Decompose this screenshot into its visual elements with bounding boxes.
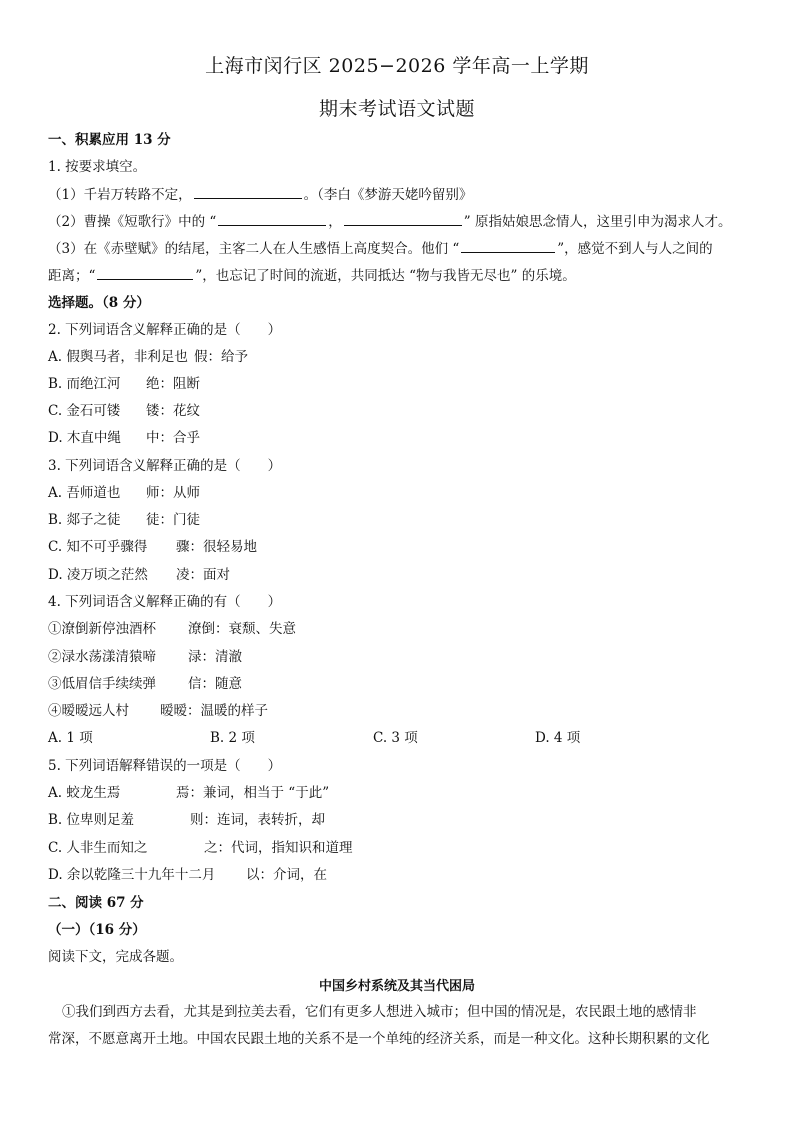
answer-blank[interactable] [218,213,326,226]
q4-choices [48,729,748,747]
option-gloss: 师：从师 [146,485,200,501]
question-5-stem: 5. 下列词语解释错误的一项是（ ） [48,758,282,774]
item-gloss: 渌：清澈 [188,649,242,665]
section-heading-2: 二、阅读 67 分 [48,895,144,911]
option-gloss: 以：介词，在 [246,867,327,883]
option-gloss: 凌：面对 [176,567,230,583]
q1-3-text-a: （3）在《赤壁赋》的结尾，主客二人在人生感悟上高度契合。他们 “ [48,241,460,257]
item-label: ②渌水荡漾清猿啼 [48,649,156,665]
q4-item-4 [48,702,748,720]
item-label: ④暧暧远人村 [48,703,129,719]
q2-option-b[interactable] [48,375,748,393]
q1-1-text-b: 。（李白《梦游天姥吟留别》 [303,187,473,203]
option-label: C. 人非生而知之 [48,840,148,856]
document-subtitle: 期末考试语文试题 [318,98,475,120]
q4-choice-d[interactable]: D. 4 项 [535,730,581,746]
q1-2-text-a: （2）曹操《短歌行》中的 “ [48,214,217,230]
q1-3-text-b: ”，感觉不到人与人之间的 [557,241,713,257]
option-label: B. 而绝江河 [48,376,121,392]
question-3-stem: 3. 下列词语含义解释正确的是（ ） [48,458,282,474]
q4-choice-c[interactable]: C. 3 项 [373,730,418,746]
option-gloss: 之：代词，指知识和道理 [204,840,353,856]
option-label: A. 吾师道也 [48,485,121,501]
q3-option-a[interactable] [48,484,748,502]
q2-option-d[interactable] [48,429,748,447]
choice-heading: 选择题。（8 分） [48,295,150,311]
q3-option-b[interactable] [48,511,748,529]
item-gloss: 暧暧：温暖的样子 [160,703,268,719]
answer-blank[interactable] [194,186,302,199]
option-gloss: 中：合乎 [146,430,200,446]
question-1-3-cont [48,267,748,285]
item-gloss: 信：随意 [188,676,242,692]
q1-3-text-d: ”，也忘记了时间的流逝，共同抵达 “物与我皆无尽也” 的乐境。 [195,268,576,284]
answer-blank[interactable] [344,213,462,226]
item-label: ①潦倒新停浊酒杯 [48,621,156,637]
q4-item-2 [48,648,748,666]
question-4-stem: 4. 下列词语含义解释正确的有（ ） [48,594,282,610]
q4-item-1 [48,620,748,638]
option-label: B. 位卑则足羞 [48,812,135,828]
question-1-1 [48,186,748,204]
article-title: 中国乡村系统及其当代困局 [318,979,475,994]
option-gloss: 假：给予 [194,349,248,365]
q1-2-text-c: ” 原指姑娘思念情人，这里引申为渴求人才。 [463,214,732,230]
q5-option-d[interactable] [48,866,748,884]
option-label: C. 金石可镂 [48,403,121,419]
q1-1-text-a: （1）千岩万转路不定， [48,187,192,203]
option-gloss: 镂：花纹 [146,403,200,419]
option-gloss: 绝：阻断 [146,376,200,392]
option-gloss: 焉：兼词，相当于 “于此” [176,785,330,801]
q3-option-d[interactable] [48,566,748,584]
reading-instruction: 阅读下文，完成各题。 [48,949,183,965]
option-label: D. 余以乾隆三十九年十二月 [48,867,216,883]
question-2-stem: 2. 下列词语含义解释正确的是（ ） [48,322,282,338]
option-gloss: 徒：门徒 [146,512,200,528]
q1-2-text-b: ， [328,214,342,230]
option-gloss: 骤：很轻易地 [176,539,257,555]
question-1-2 [48,213,748,231]
q1-3-text-c: 距离；“ [48,268,96,284]
article-paragraph-1-line-1: ①我们到西方去看，尤其是到拉美去看，它们有更多人想进入城市；但中国的情况是，农民跟土地的感情非 [62,1004,697,1020]
option-label: D. 凌万顷之茫然 [48,567,148,583]
q5-option-c[interactable] [48,839,748,857]
q5-option-a[interactable] [48,784,748,802]
option-label: A. 假舆马者，非利足也 [48,349,188,365]
document-title: 上海市闵行区 2025−2026 学年高一上学期 [205,55,589,77]
item-label: ③低眉信手续续弹 [48,676,156,692]
q3-option-c[interactable] [48,538,748,556]
answer-blank[interactable] [97,267,193,280]
option-label: A. 蛟龙生焉 [48,785,121,801]
section-heading-1: 一、积累应用 13 分 [48,132,171,148]
q2-option-a[interactable] [48,348,748,366]
option-gloss: 则：连词，表转折，却 [190,812,325,828]
question-1-stem: 1. 按要求填空。 [48,159,147,175]
q4-choice-a[interactable]: A. 1 项 [48,730,93,746]
section-2-subheading: （一）（16 分） [48,922,146,938]
q4-item-3 [48,675,748,693]
q2-option-c[interactable] [48,402,748,420]
option-label: C. 知不可乎骤得 [48,539,148,555]
question-1-3 [48,240,748,258]
q5-option-b[interactable] [48,811,748,829]
option-label: D. 木直中绳 [48,430,121,446]
q4-choice-b[interactable]: B. 2 项 [210,730,255,746]
option-label: B. 郯子之徒 [48,512,121,528]
article-paragraph-1-line-2: 常深，不愿意离开土地。中国农民跟土地的关系不是一个单纯的经济关系，而是一种文化。这种长期积累的文化 [48,1031,710,1047]
item-gloss: 潦倒：衰颓、失意 [188,621,296,637]
answer-blank[interactable] [461,240,555,253]
